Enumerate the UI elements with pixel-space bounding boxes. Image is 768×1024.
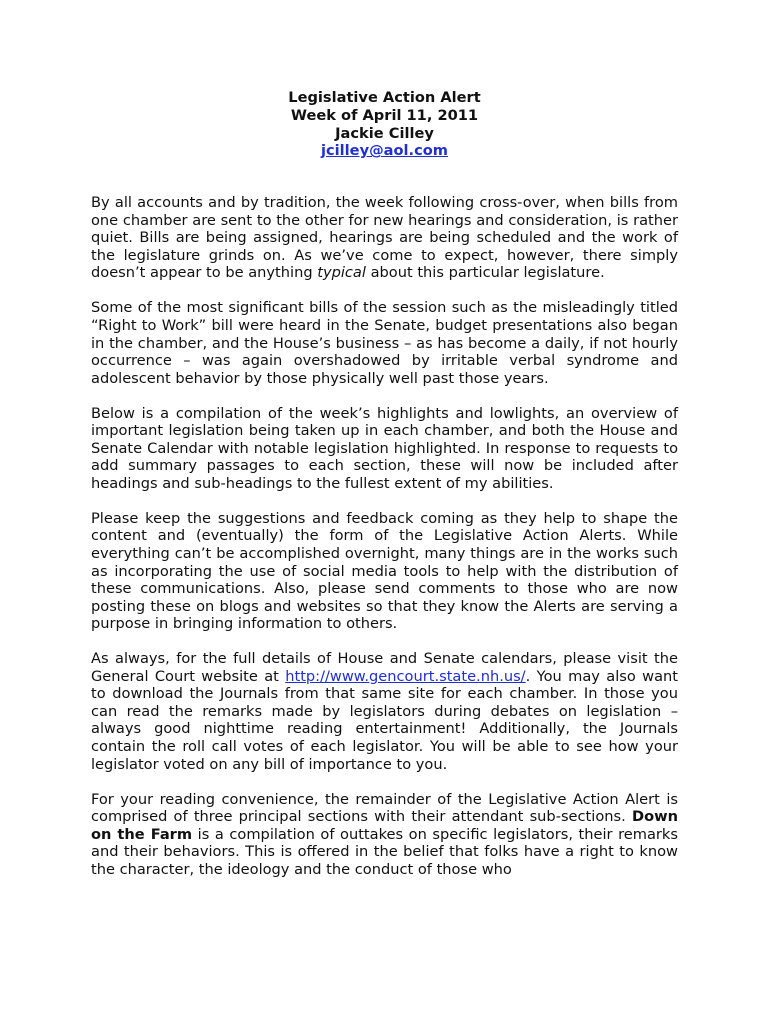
paragraph-6 — [91, 791, 678, 879]
paragraph-1-emphasis: typical — [317, 264, 366, 282]
paragraph-1 — [91, 194, 678, 282]
paragraph-5-text-b: . You may also want to download the Journals from that same site for each chamber. In those you can read the remarks made by legislators during debates on legislation – always good nighttime reading entertainment! Additionally, the Journals contain the roll call votes of each legislator. You will be able to see how your legislator voted on any bill of importance to you. — [91, 667, 678, 773]
paragraph-4: Please keep the suggestions and feedback coming as they help to shape the content and (eventually) the form of the Legislative Action Alerts. While everything can’t be accomplished overnight, many things are in the works such as incorporating the use of social media tools to help with the distribution of these communications. Also, please send comments to those who are now posting these on blogs and websites so that they know the Alerts are serving a purpose in bringing information to others. — [91, 509, 678, 633]
author-email-link[interactable]: jcilley@aol.com — [321, 142, 448, 160]
paragraph-6-text-a: For your reading convenience, the remainder of the Legislative Action Alert is comprised of three principal sections with their attendant sub-sections. — [91, 790, 678, 826]
document-week: Week of April 11, 2011 — [290, 106, 479, 124]
section-name-down-on-the-farm: Down on the Farm — [91, 808, 678, 843]
document-title: Legislative Action Alert — [288, 89, 481, 106]
paragraph-1-text-a: By all accounts and by tradition, the week following cross-over, when bills from one chamber are sent to the other for new hearings and consideration, is rather quiet. Bills are being assigned, hearings are being scheduled and the work of the legislature grinds on. As we’ve come to expect, however, there simply doesn’t appear to be anything — [91, 194, 678, 282]
paragraph-3: Below is a compilation of the week’s highlights and lowlights, an overview of important legislation being taken up in each chamber, and both the House and Senate Calendar with notable legislation highlighted. In response to requests to add summary passages to each section, these will now be included after headings and sub-headings to the fullest extent of my abilities. — [91, 404, 678, 492]
paragraph-5 — [91, 650, 678, 773]
paragraph-5-text-a: As always, for the full details of House and Senate calendars, please visit the General Court website at — [91, 650, 678, 685]
document-header — [91, 89, 678, 160]
gencourt-website-link[interactable]: http://www.gencourt.state.nh.us/ — [285, 667, 526, 685]
paragraph-2: Some of the most significant bills of the session such as the misleadingly titled “Right to Work” bill were heard in the Senate, budget presentations also began in the chamber, and the House’s business – as has become a daily, if not hourly occurrence – was again overshadowed by irritable verbal syndrome and adolescent behavior by those physically well past those years. — [91, 299, 678, 387]
paragraph-1-text-b: about this particular legislature. — [365, 264, 605, 282]
document-author: Jackie Cilley — [335, 124, 434, 142]
paragraph-6-text-b: is a compilation of outtakes on specific legislators, their remarks and their behaviors. This is offered in the belief that folks have a right to know the character, the ideology and the conduct of those who — [91, 825, 678, 878]
